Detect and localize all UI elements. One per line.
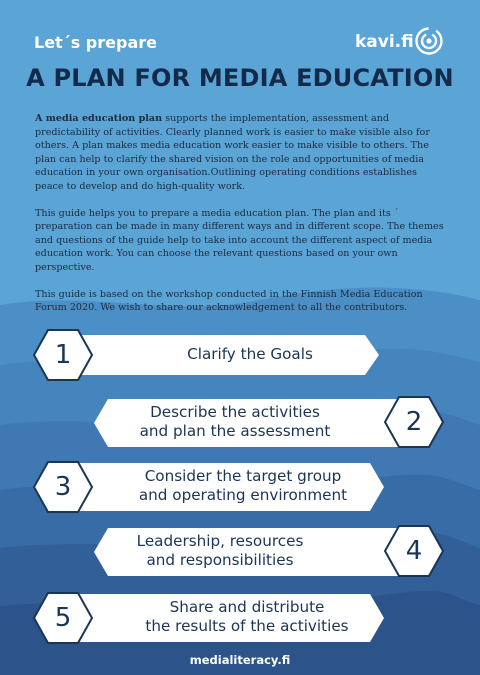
step-3-number: 3 [54,472,72,502]
step-3-label: Consider the target group and operating environment [138,467,348,504]
intro-bold-lead: A media education plan [35,113,163,124]
step-5-label: Share and distribute the results of the activities [145,598,349,635]
kavi-logo-icon [414,26,444,56]
step-1-label: Clarify the Goals [187,345,313,363]
step-4-label: Leadership, resources and responsibilities [136,532,304,569]
intro-text [35,112,447,328]
step-4-number: 4 [405,536,423,566]
kicker-text: Let´s prepare [34,33,157,52]
footer-url[interactable]: medialiteracy.fi [189,653,291,667]
page-title: A PLAN FOR MEDIA EDUCATION [26,64,454,92]
step-5-number: 5 [54,603,72,633]
intro-paragraph-1-text: supports the implementation, assessment and predictability of activities. Clearly planned work is easier to make visible also for others. A plan makes media education work easier to make visible to others. The plan can help to clarify the shared vision on the role and opportunities of media education in your own organisation.Outlining operating conditions establishes peace to develop and do high-quality work. [35,113,430,192]
brand-name[interactable]: kavi.fi [355,32,414,52]
step-2-label: Describe the activities and plan the assessment [139,403,331,440]
intro-paragraph-1 [35,112,447,194]
intro-paragraph-2: This guide helps you to prepare a media education plan. The plan and its ´ preparation can be made in many different ways and in different scope. The themes and questions of the guide help to take into account the different aspect of media education work. You can choose the relevant questions based on your own perspective. [35,207,444,273]
intro-paragraph-3: This guide is based on the workshop conducted in the Finnish Media Education Forum 2020. We wish to share our acknowledgement to all the contributors. [35,288,423,314]
step-1-number: 1 [54,340,72,370]
step-2-number: 2 [405,407,423,437]
